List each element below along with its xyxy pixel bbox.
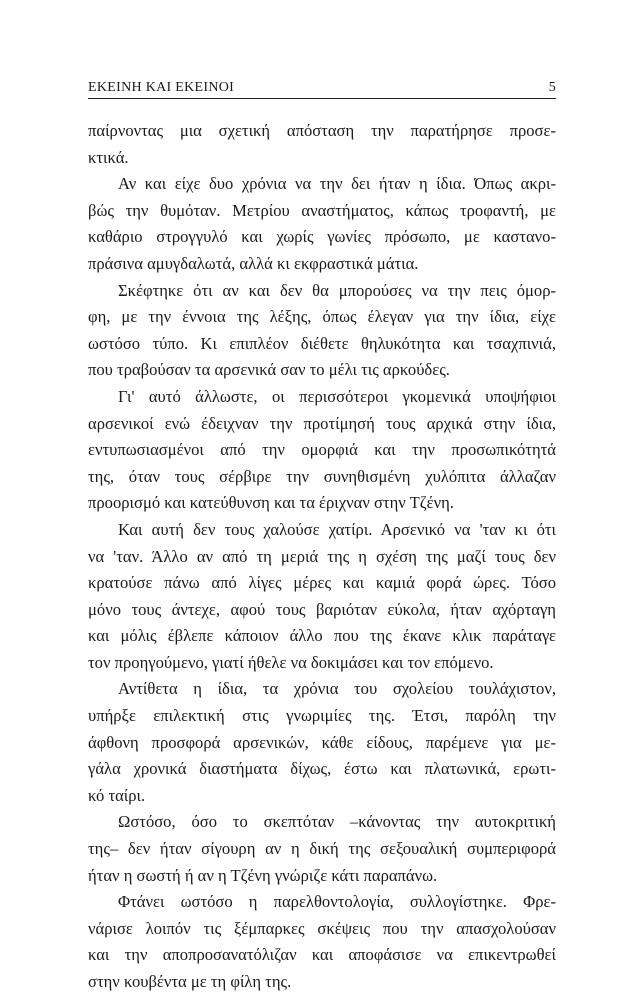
text-line: Γι' αυτό άλλωστε, οι περισσότεροι γκομενικά υποψήφιοι <box>118 386 556 406</box>
text-line: να 'ταν. Άλλο αν από τη μεριά της η σχέση της μαζί τους δεν <box>88 546 556 566</box>
text-line: φη, με την έννοια της λέξης, όπως έλεγαν για την ίδια, είχε <box>88 307 556 327</box>
running-title: ΕΚΕΙΝΗ ΚΑΙ ΕΚΕΙΝΟΙ <box>88 80 235 95</box>
text-line: κρατούσε πάνω από λίγες μέρες και καμιά φορά ώρες. Τόσο <box>88 573 556 593</box>
text-line: της– δεν ήταν σίγουρη αν η δική της σεξουαλική συμπεριφορά <box>88 839 556 859</box>
paragraph <box>88 517 556 677</box>
text-line: αρσενικοί ενώ έδειχναν την προτίμησή τους αρχικά στην ίδια, <box>88 413 556 433</box>
paragraph <box>88 676 556 809</box>
text-line: ωστόσο τύπο. Κι επιπλέον διέθετε θηλυκότητα και τσαχπινιά, <box>88 333 556 353</box>
text-line: Αν και είχε δυο χρόνια να την δει ήταν η ίδια. Όπως ακρι- <box>118 174 556 194</box>
text-line: πράσινα αμυγδαλωτά, αλλά κι εκφραστικά μάτια. <box>88 253 419 273</box>
running-header <box>88 80 556 99</box>
text-line: άφθονη προσφορά αρσενικών, κάθε είδους, παρέμενε για με- <box>88 732 556 752</box>
text-line: Φτάνει ωστόσο η παρελθοντολογία, συλλογίστηκε. Φρε- <box>118 892 556 912</box>
paragraph <box>88 809 556 889</box>
paragraph <box>88 278 556 384</box>
text-line: ήταν η σωστή ή αν η Τζένη γνώριζε κάτι παραπάνω. <box>88 865 438 885</box>
text-line: προορισμό και κατεύθυνση και τα έριχναν στην Τζένη. <box>88 493 454 513</box>
text-line: Αντίθετα η ίδια, τα χρόνια του σχολείου τουλάχιστον, <box>118 679 556 699</box>
text-line: στην κουβέντα με τη φίλη της. <box>88 972 292 991</box>
paragraph <box>88 118 556 171</box>
text-line: εντυπωσιασμένοι από την ομορφιά και την προσωπικότητά <box>88 440 556 460</box>
text-line: νάρισε λοιπόν τις ξέμπαρκες σκέψεις που την απασχολούσαν <box>88 918 556 938</box>
text-line: Και αυτή δεν τους χαλούσε χατίρι. Αρσενικό να 'ταν κι ότι <box>118 519 556 539</box>
page-number: 5 <box>548 80 556 95</box>
text-line: βώς την θυμόταν. Μετρίου αναστήματος, κάπως τροφαντή, με <box>88 200 556 220</box>
text-line: της, όταν τους σέρβιρε την συνηθισμένη χυλόπιτα άλλαζαν <box>88 466 556 486</box>
text-line: και μόλις έβλεπε κάποιον άλλο που της έκανε κλικ παράταγε <box>88 626 556 646</box>
text-line: παίρνοντας μια σχετική απόσταση την παρατήρησε προσε- <box>88 121 556 140</box>
paragraph <box>88 889 556 995</box>
text-line: και την αποπροσανατόλιζαν και αποφάσισε να επικεντρωθεί <box>88 945 556 965</box>
text-line: που τραβούσαν τα αρσενικά σαν το μέλι τις αρκούδες. <box>88 360 450 380</box>
text-line: κτικά. <box>88 147 129 167</box>
text-line: τον προηγούμενο, γιατί ήθελε να δοκιμάσει και τον επόμενο. <box>88 652 494 672</box>
paragraph <box>88 384 556 517</box>
text-line: Σκέφτηκε ότι αν και δεν θα μπορούσες να την πεις όμορ- <box>118 280 556 300</box>
text-line: καθάριο στρογγυλό και χωρίς γωνίες πρόσωπο, με καστανο- <box>88 227 556 247</box>
text-line: υπήρξε επιλεκτική στις γνωριμίες της. Έτσι, παρόλη την <box>88 706 556 726</box>
text-line: γάλα χρονικά διαστήματα δίχως, έστω και πλατωνικά, ερωτι- <box>88 759 556 779</box>
text-line: κό ταίρι. <box>88 785 146 805</box>
body-text <box>88 118 556 996</box>
text-line: μόνο τους άντεχε, αφού τους βαριόταν εύκολα, ήταν αχόρταγη <box>88 599 556 619</box>
text-line: Ωστόσο, όσο το σκεπτόταν –κάνοντας την αυτοκριτική <box>118 812 556 832</box>
paragraph <box>88 171 556 277</box>
